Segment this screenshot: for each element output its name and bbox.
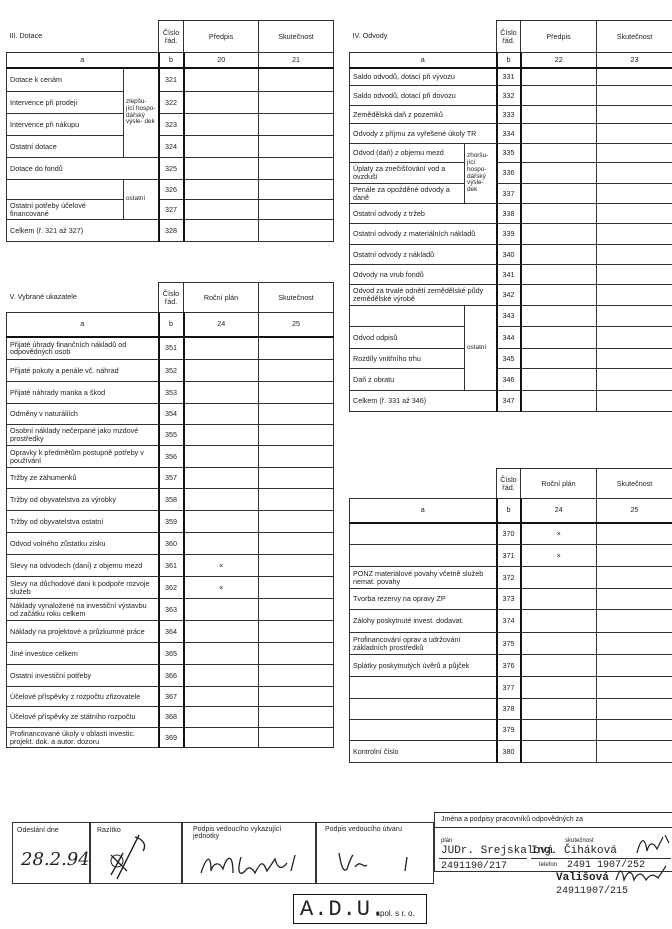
section5-cell-plan[interactable] xyxy=(184,382,259,404)
section5-row-label: Náklady na projektové a průzkumné práce xyxy=(7,621,159,643)
section6-letter-a: a xyxy=(350,499,497,523)
section4-cell-plan[interactable] xyxy=(521,327,597,349)
section5-cell-real[interactable] xyxy=(259,707,334,728)
section3-row-num: 328 xyxy=(159,220,184,242)
section5-cell-real[interactable] xyxy=(259,728,334,748)
phone-label: telefon xyxy=(539,862,558,868)
section3-letter-a: a xyxy=(7,53,159,68)
section5-row-label: Přijaté úhrady finančních nákladů od odpovědných osob xyxy=(7,337,159,360)
stamp-scribble-icon xyxy=(99,831,169,881)
footer-head-sign-box xyxy=(182,822,316,884)
section5-row-label: Odvod volného zůstatku zisku xyxy=(7,533,159,555)
head-sign-label: Podpis vedoucího vykazující jednotky xyxy=(193,826,282,840)
section6-cell-real[interactable] xyxy=(597,699,672,720)
section4-cell-plan[interactable] xyxy=(521,306,597,327)
section5-cell-real[interactable] xyxy=(259,425,334,446)
plan-phone: 2491190/217 xyxy=(441,861,508,872)
section5-cell-plan[interactable] xyxy=(184,511,259,533)
section4-cell-real[interactable] xyxy=(597,163,672,184)
section3-group-label: zlepšu- jící hospo- dářský výsle- dek xyxy=(124,68,159,158)
section6-cell-plan[interactable] xyxy=(521,589,597,610)
section4-cell-real[interactable] xyxy=(597,106,672,124)
section3-row-label: Ostatní potřeby účelové financované xyxy=(7,200,124,220)
section4-cell-real[interactable] xyxy=(597,391,672,412)
stamp-label: Razítko xyxy=(97,827,121,834)
section5-cell-plan[interactable] xyxy=(184,425,259,446)
section5-cell-plan[interactable] xyxy=(184,404,259,425)
section4-cell-real[interactable] xyxy=(597,184,672,204)
section4-caption: IV. Odvody xyxy=(350,21,497,53)
section4-letter-c: 22 xyxy=(521,53,597,68)
section5-row-num: 353 xyxy=(159,382,184,404)
section6-col-a: Roční plán xyxy=(521,469,597,499)
section6-letter-d: 25 xyxy=(597,499,672,523)
section6-cell-plan[interactable] xyxy=(521,741,597,763)
section5-caption: V. Vybrané ukazatele xyxy=(7,283,159,313)
section4-cell-real[interactable] xyxy=(597,285,672,306)
section5-letter-b: b xyxy=(159,313,184,337)
section6-col-rn: Číslo řád. xyxy=(497,469,521,499)
company-stamp xyxy=(293,894,427,924)
section4-row-label: Rozdíly vnitřního trhu xyxy=(350,349,465,369)
section5-row-label: Odměny v naturáliích xyxy=(7,404,159,425)
section3-row-num: 322 xyxy=(159,92,184,114)
section5-cell-plan[interactable]: × xyxy=(184,555,259,577)
section6-row-num: 380 xyxy=(497,741,521,763)
section4-cell-plan[interactable] xyxy=(521,86,597,106)
real-label: skutečnost xyxy=(565,838,594,844)
section6-row-label: PONZ materiálové povahy včetně služeb nemat. povahy xyxy=(350,567,497,589)
section6-cell-real[interactable] xyxy=(597,720,672,741)
section5-cell-plan[interactable]: × xyxy=(184,577,259,599)
section5-row-label: Slevy na odvodech (daní) z objemu mezd xyxy=(7,555,159,577)
section6-cell-plan[interactable] xyxy=(521,655,597,677)
section3-cell-real[interactable] xyxy=(259,158,334,180)
section6-cell-real[interactable] xyxy=(597,523,672,545)
section4-col-b: Skutečnost xyxy=(597,21,672,53)
section5-cell-real[interactable] xyxy=(259,489,334,511)
section6-cell-real[interactable] xyxy=(597,545,672,567)
section5-cell-plan[interactable] xyxy=(184,707,259,728)
section3-row-num: 325 xyxy=(159,158,184,180)
section3-letter-b: b xyxy=(159,53,184,68)
section3-row-num: 323 xyxy=(159,114,184,136)
section4-cell-plan[interactable] xyxy=(521,184,597,204)
section4-cell-plan[interactable] xyxy=(521,144,597,163)
section4-row-label: Úplaty za znečišťování vod a ovzduší xyxy=(350,163,465,184)
section4-cell-plan[interactable] xyxy=(521,245,597,265)
section5-cell-plan[interactable] xyxy=(184,337,259,360)
section4-row-label: Ostatní odvody z nákladů xyxy=(350,245,497,265)
section6-cell-plan[interactable] xyxy=(521,633,597,655)
section5-cell-real[interactable] xyxy=(259,687,334,707)
section5-row-num: 356 xyxy=(159,446,184,468)
section5-row-label: Přijaté pokuty a penále vč. náhrad xyxy=(7,360,159,382)
section6-cell-plan[interactable]: × xyxy=(521,545,597,567)
section3-row-num: 326 xyxy=(159,180,184,200)
section3-cell-real[interactable] xyxy=(259,114,334,136)
company-stamp-suffix: spol. s r. o. xyxy=(376,909,415,918)
plan-name: JUDr. Srejskalová xyxy=(441,845,554,857)
extra-phone: 24911907/215 xyxy=(556,886,629,897)
section6-row-num: 379 xyxy=(497,720,521,741)
section4-letter-d: 23 xyxy=(597,53,672,68)
section5-row-num: 358 xyxy=(159,489,184,511)
section4-row-num: 334 xyxy=(497,124,521,144)
section4-row-num: 341 xyxy=(497,265,521,285)
section5-row-num: 368 xyxy=(159,707,184,728)
section3-cell-plan[interactable] xyxy=(184,114,259,136)
section5-row-num: 366 xyxy=(159,665,184,687)
section6-cell-plan[interactable] xyxy=(521,610,597,633)
section4-cell-real[interactable] xyxy=(597,265,672,285)
section5-row-num: 367 xyxy=(159,687,184,707)
section3-cell-real[interactable] xyxy=(259,180,334,200)
section5-row-label: Přijaté náhrady manka a škod xyxy=(7,382,159,404)
section4-cell-plan[interactable] xyxy=(521,68,597,86)
section4-cell-real[interactable] xyxy=(597,86,672,106)
real-name: Ing. Čiháková xyxy=(531,845,617,857)
section4-cell-real[interactable] xyxy=(597,124,672,144)
section4-cell-plan[interactable] xyxy=(521,163,597,184)
section4-row-label: Odvod (daň) z objemu mezd xyxy=(350,144,465,163)
section5-cell-real[interactable] xyxy=(259,468,334,489)
section4-cell-real[interactable] xyxy=(597,306,672,327)
section4-row-num: 340 xyxy=(497,245,521,265)
section6-letter-b: b xyxy=(497,499,521,523)
section5-cell-real[interactable] xyxy=(259,643,334,665)
section5-row-label: Účelové příspěvky z rozpočtu zřizovatele xyxy=(7,687,159,707)
section4-row-num: 344 xyxy=(497,327,521,349)
section3-cell-real[interactable] xyxy=(259,92,334,114)
section6-row-label: Splátky poskytnutých úvěrů a půjček xyxy=(350,655,497,677)
section3-col-a: Předpis xyxy=(184,21,259,53)
section5-table xyxy=(6,282,334,748)
plan-label: plán xyxy=(441,838,453,844)
section5-row-num: 362 xyxy=(159,577,184,599)
section6-cell-plan[interactable] xyxy=(521,567,597,589)
section6-cell-plan[interactable] xyxy=(521,677,597,699)
section5-cell-real[interactable] xyxy=(259,599,334,621)
section6-row-label xyxy=(350,720,497,741)
section6-cell-real[interactable] xyxy=(597,655,672,677)
section4-row-num: 333 xyxy=(497,106,521,124)
section3-cell-real[interactable] xyxy=(259,220,334,242)
section5-cell-real[interactable] xyxy=(259,446,334,468)
section4-row-label: Daň z obratu xyxy=(350,369,465,391)
section6-blank-header xyxy=(350,469,497,499)
section5-row-num: 364 xyxy=(159,621,184,643)
footer-office-sign-box xyxy=(316,822,434,884)
section4-letter-b: b xyxy=(497,53,521,68)
section6-cell-real[interactable] xyxy=(597,567,672,589)
section4-col-a: Předpis xyxy=(521,21,597,53)
section3-cell-plan[interactable] xyxy=(184,158,259,180)
section5-cell-plan[interactable] xyxy=(184,360,259,382)
section6-row-num: 370 xyxy=(497,523,521,545)
section4-ostatni-label: ostatní xyxy=(465,306,497,391)
section5-row-label: Jiné investice celkem xyxy=(7,643,159,665)
section3-cell-plan[interactable] xyxy=(184,68,259,92)
section3-row-label: Dotace k cenám xyxy=(7,68,124,92)
section3-row-label: Ostatní dotace xyxy=(7,136,124,158)
section4-row-num: 347 xyxy=(497,391,521,412)
section5-cell-plan[interactable] xyxy=(184,621,259,643)
footer-stamp-box xyxy=(90,822,182,884)
section5-cell-plan[interactable] xyxy=(184,489,259,511)
section6-row-label: Profinancování oprav a udržování základních prostředků xyxy=(350,633,497,655)
section4-cell-real[interactable] xyxy=(597,369,672,391)
section3-cell-plan[interactable] xyxy=(184,220,259,242)
section6-row-label: Zálohy poskytnuté invest. dodavat. xyxy=(350,610,497,633)
section6-row-num: 376 xyxy=(497,655,521,677)
section5-cell-real[interactable] xyxy=(259,555,334,577)
section5-cell-plan[interactable] xyxy=(184,446,259,468)
section6-row-label: Kontrolní číslo xyxy=(350,741,497,763)
section5-row-label: Účelové příspěvky ze státního rozpočtu xyxy=(7,707,159,728)
section6-row-num: 373 xyxy=(497,589,521,610)
section5-row-label: Tržby od obyvatelstva ostatní xyxy=(7,511,159,533)
section4-cell-plan[interactable] xyxy=(521,224,597,245)
section5-row-num: 351 xyxy=(159,337,184,360)
section4-row-label: Odvody z příjmu za vyřešené úkoly TR xyxy=(350,124,497,144)
section6-cell-plan[interactable]: × xyxy=(521,523,597,545)
section5-row-num: 352 xyxy=(159,360,184,382)
section4-row-num: 342 xyxy=(497,285,521,306)
section6-row-label xyxy=(350,545,497,567)
section5-row-num: 361 xyxy=(159,555,184,577)
section5-cell-plan[interactable] xyxy=(184,533,259,555)
section5-cell-plan[interactable] xyxy=(184,468,259,489)
company-stamp-name: A.D.U. xyxy=(300,897,386,922)
sent-date-value[interactable]: 28.2.94 xyxy=(21,849,90,870)
section4-row-label: Odvod za trvalé odnětí zemědělské půdy zemědělské výrobě xyxy=(350,285,497,306)
section4-row-num: 338 xyxy=(497,204,521,224)
section6-cell-real[interactable] xyxy=(597,741,672,763)
section5-cell-real[interactable] xyxy=(259,360,334,382)
section3-letter-c: 20 xyxy=(184,53,259,68)
section4-table xyxy=(349,20,672,412)
section3-total-label: Celkem (ř. 321 až 327) xyxy=(7,220,159,242)
section6-row-label xyxy=(350,699,497,720)
section6-row-label xyxy=(350,523,497,545)
section5-cell-plan[interactable] xyxy=(184,599,259,621)
section3-row-label xyxy=(7,180,124,200)
section4-row-label: Penále za opožděné odvody a daně xyxy=(350,184,465,204)
section4-row-num: 335 xyxy=(497,144,521,163)
section4-total-label: Celkem (ř. 331 až 346) xyxy=(350,391,497,412)
section4-row-label: Odvod odpisů xyxy=(350,327,465,349)
section4-col-rn: Číslo řád. xyxy=(497,21,521,53)
section5-row-label: Opravky k předmětům postupně potřeby v používání xyxy=(7,446,159,468)
section4-cell-real[interactable] xyxy=(597,224,672,245)
section5-row-label: Osobní náklady nečerpané jako mzdové prostředky xyxy=(7,425,159,446)
section3-row-num: 327 xyxy=(159,200,184,220)
office-signature-icon xyxy=(333,849,423,877)
section5-row-label: Profinancované úkoly v oblasti investic. projekt. dok. a autor. dozoru xyxy=(7,728,159,748)
section5-row-label: Tržby ze záhumenků xyxy=(7,468,159,489)
section3-cell-real[interactable] xyxy=(259,68,334,92)
section3-caption: III. Dotace xyxy=(7,21,159,53)
section6-row-num: 378 xyxy=(497,699,521,720)
section4-cell-real[interactable] xyxy=(597,245,672,265)
section4-cell-plan[interactable] xyxy=(521,285,597,306)
section5-row-label: Tržby od obyvatelstva za výrobky xyxy=(7,489,159,511)
head-signature-icon xyxy=(197,849,307,881)
extra-signature-icon xyxy=(614,862,670,886)
section3-cell-real[interactable] xyxy=(259,136,334,158)
section4-row-num: 343 xyxy=(497,306,521,327)
section5-cell-real[interactable] xyxy=(259,404,334,425)
section3-col-rn: Číslo řád. xyxy=(159,21,184,53)
section5-cell-real[interactable] xyxy=(259,533,334,555)
section5-cell-real[interactable] xyxy=(259,337,334,360)
section4-row-label xyxy=(350,306,465,327)
section6-table xyxy=(349,468,672,763)
section4-cell-plan[interactable] xyxy=(521,391,597,412)
section3-row-label: Dotace do fondů xyxy=(7,158,159,180)
section5-row-label: Slevy na důchodové dani k podpoře rozvoje služeb xyxy=(7,577,159,599)
section5-letter-d: 25 xyxy=(259,313,334,337)
section5-row-label: Náklady vynaložené na investiční výstavbu od začátku roku celkem xyxy=(7,599,159,621)
real-signature-icon xyxy=(633,831,672,859)
section4-group-label: zhoršu- jící hospo- dářský výsle- dek xyxy=(465,144,497,204)
section3-row-num: 321 xyxy=(159,68,184,92)
section6-cell-real[interactable] xyxy=(597,610,672,633)
section3-cell-plan[interactable] xyxy=(184,136,259,158)
section5-col-b: Skutečnost xyxy=(259,283,334,313)
section3-cell-plan[interactable] xyxy=(184,180,259,200)
section5-row-num: 365 xyxy=(159,643,184,665)
section5-row-label: Ostatní investiční potřeby xyxy=(7,665,159,687)
section4-row-num: 339 xyxy=(497,224,521,245)
section4-row-num: 345 xyxy=(497,349,521,369)
section5-letter-c: 24 xyxy=(184,313,259,337)
section4-cell-plan[interactable] xyxy=(521,106,597,124)
section4-row-num: 337 xyxy=(497,184,521,204)
section4-letter-a: a xyxy=(350,53,497,68)
section4-row-num: 332 xyxy=(497,86,521,106)
section3-ostatni-label: ostatní xyxy=(124,180,159,220)
section6-row-num: 377 xyxy=(497,677,521,699)
section5-col-a: Roční plán xyxy=(184,283,259,313)
section6-row-label xyxy=(350,677,497,699)
section4-cell-plan[interactable] xyxy=(521,204,597,224)
section6-cell-real[interactable] xyxy=(597,589,672,610)
section5-letter-a: a xyxy=(7,313,159,337)
section5-col-rn: Číslo řád. xyxy=(159,283,184,313)
section5-cell-real[interactable] xyxy=(259,621,334,643)
section6-letter-c: 24 xyxy=(521,499,597,523)
section4-row-label: Ostatní odvody z materiálních nákladů xyxy=(350,224,497,245)
section4-cell-real[interactable] xyxy=(597,204,672,224)
section3-table xyxy=(6,20,334,242)
section3-row-label: Intervence při nákupu xyxy=(7,114,124,136)
section4-row-label: Zemědělská daň z pozemků xyxy=(350,106,497,124)
section4-row-num: 331 xyxy=(497,68,521,86)
section5-row-num: 354 xyxy=(159,404,184,425)
section6-row-num: 372 xyxy=(497,567,521,589)
section6-row-num: 375 xyxy=(497,633,521,655)
section6-row-label: Tvorba rezervy na opravy ZP xyxy=(350,589,497,610)
section4-cell-real[interactable] xyxy=(597,68,672,86)
section4-cell-plan[interactable] xyxy=(521,349,597,369)
section4-cell-real[interactable] xyxy=(597,327,672,349)
section4-row-label: Saldo odvodů, dotací při vývozu xyxy=(350,68,497,86)
section5-cell-real[interactable] xyxy=(259,511,334,533)
section3-letter-d: 21 xyxy=(259,53,334,68)
section4-row-label: Odvody na vrub fondů xyxy=(350,265,497,285)
section6-cell-real[interactable] xyxy=(597,677,672,699)
section5-cell-real[interactable] xyxy=(259,577,334,599)
section5-cell-real[interactable] xyxy=(259,665,334,687)
section3-cell-real[interactable] xyxy=(259,200,334,220)
section3-row-label: Intervence při prodeji xyxy=(7,92,124,114)
section6-cell-plan[interactable] xyxy=(521,720,597,741)
section4-row-label: Ostatní odvody z tržeb xyxy=(350,204,497,224)
sent-date-label: Odeslání dne xyxy=(17,827,59,834)
real-phone: 2491 1907/252 xyxy=(567,860,646,871)
section5-row-num: 357 xyxy=(159,468,184,489)
section4-cell-plan[interactable] xyxy=(521,369,597,391)
section5-cell-plan[interactable] xyxy=(184,728,259,748)
section4-cell-plan[interactable] xyxy=(521,124,597,144)
section6-row-num: 374 xyxy=(497,610,521,633)
section4-row-num: 336 xyxy=(497,163,521,184)
section6-col-b: Skutečnost xyxy=(597,469,672,499)
extra-name: Vališová xyxy=(556,872,609,884)
section5-cell-real[interactable] xyxy=(259,382,334,404)
section5-row-num: 355 xyxy=(159,425,184,446)
section3-col-b: Skutečnost xyxy=(259,21,334,53)
names-label: Jména a podpisy pracovníků odpovědných za xyxy=(441,816,584,823)
office-sign-label: Podpis vedoucího útvaru xyxy=(325,826,403,833)
section5-row-num: 369 xyxy=(159,728,184,748)
section5-row-num: 360 xyxy=(159,533,184,555)
section4-cell-plan[interactable] xyxy=(521,265,597,285)
section5-cell-plan[interactable] xyxy=(184,643,259,665)
section4-cell-real[interactable] xyxy=(597,349,672,369)
section6-row-num: 371 xyxy=(497,545,521,567)
section3-cell-plan[interactable] xyxy=(184,200,259,220)
section3-row-num: 324 xyxy=(159,136,184,158)
section4-cell-real[interactable] xyxy=(597,144,672,163)
section5-cell-plan[interactable] xyxy=(184,665,259,687)
section5-row-num: 359 xyxy=(159,511,184,533)
section5-row-num: 363 xyxy=(159,599,184,621)
section3-cell-plan[interactable] xyxy=(184,92,259,114)
section6-cell-plan[interactable] xyxy=(521,699,597,720)
section5-cell-plan[interactable] xyxy=(184,687,259,707)
section6-cell-real[interactable] xyxy=(597,633,672,655)
footer-sent-box xyxy=(12,822,90,884)
section4-row-label: Saldo odvodů, dotací při dovozu xyxy=(350,86,497,106)
section4-row-num: 346 xyxy=(497,369,521,391)
